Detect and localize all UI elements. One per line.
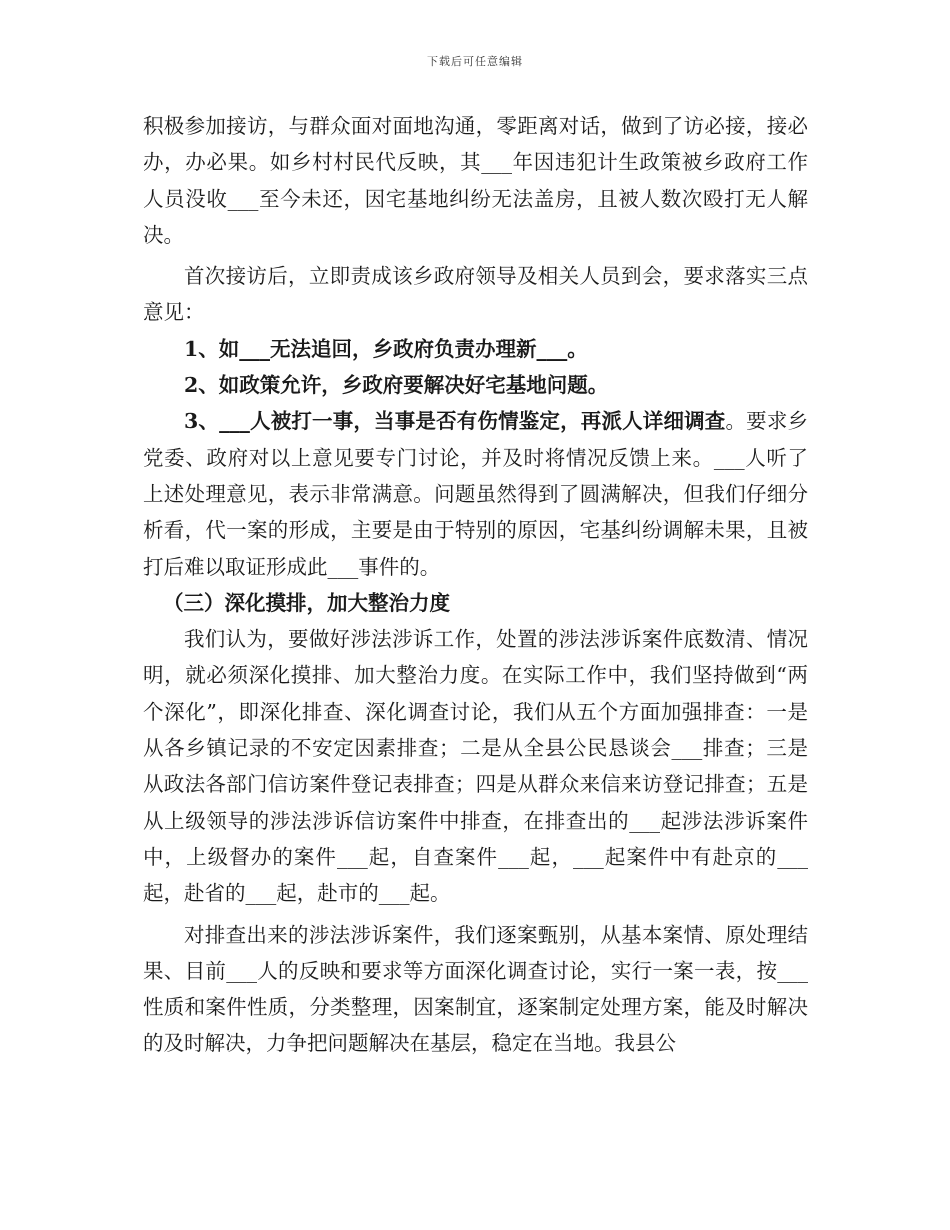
section-heading-3: （三）深化摸排，加大整治力度 [163, 590, 450, 615]
document-body [143, 108, 808, 1062]
paragraph-2: 首次接访后，立即责成该乡政府领导及相关人员到会，要求落实三点意见： [143, 264, 808, 325]
list-item-2: 2、如政策允许，乡政府要解决好宅基地问题。 [184, 373, 609, 398]
page-header: 下载后可任意编辑 [427, 55, 523, 68]
list-item-3 [143, 403, 808, 584]
paragraph-4: 对排查出来的涉法涉诉案件，我们逐案甄别，从基本案情、原处理结果、目前___人的反映和要求等方面深化调查讨论，实行一案一表，按___性质和案件性质，分类整理，因案制宜，逐案制定处理方案，能及时解决的及时解决，力争把问题解决在基层，稳定在当地。我县公 [143, 922, 808, 1056]
list-item-3-rest: 。要求乡党委、政府对以上意见要专门讨论，并及时将情况反馈上来。___人听了上述处理意见，表示非常满意。问题虽然得到了圆满解决，但我们仔细分析看，代一案的形成，主要是由于特别的原因，宅基纠纷调解未果，且被打后难以取证形成此___事件的。 [143, 409, 808, 579]
list-item-1: 1、如___无法追回，乡政府负责办理新___。 [184, 336, 588, 361]
paragraph-1: 积极参加接访，与群众面对面地沟通，零距离对话，做到了访必接，接必办，办必果。如乡村村民代反映，其___年因违犯计生政策被乡政府工作人员没收___至今未还，因宅基地纠纷无法盖房，且被人数次殴打无人解决。 [143, 114, 808, 247]
list-item-3-bold: 3、___人被打一事，当事是否有伤情鉴定，再派人详细调查 [184, 409, 726, 434]
paragraph-3: 我们认为，要做好涉法涉诉工作，处置的涉法涉诉案件底数清、情况明，就必须深化摸排、加大整治力度。在实际工作中，我们坚持做到“两个深化”，即深化排查、深化调查讨论，我们从五个方面加强排查：一是从各乡镇记录的不安定因素排查；二是从全县公民恳谈会___排查；三是从政法各部门信访案件登记表排查；四是从群众来信来访登记排查；五是从上级领导的涉法涉诉信访案件中排查，在排查出的___起涉法涉诉案件中，上级督办的案件___起，自查案件___起，___起案件中有赴京的___起，赴省的___起，赴市的___起。 [143, 627, 808, 906]
